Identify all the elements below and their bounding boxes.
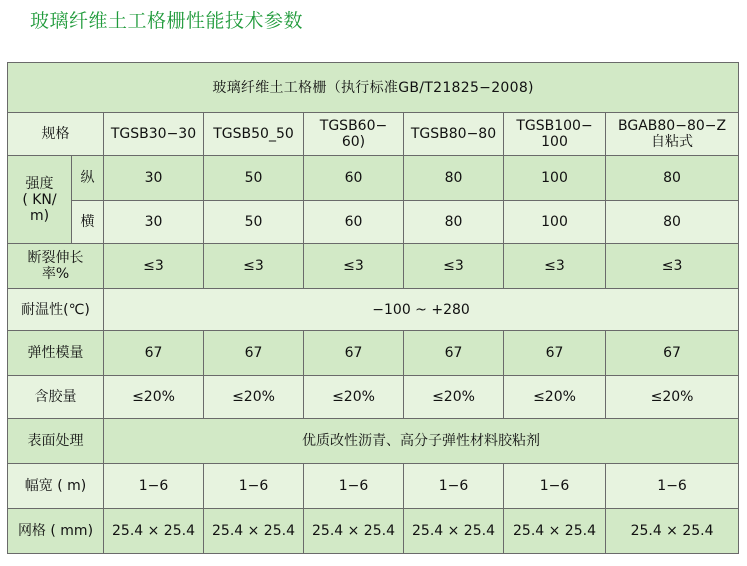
table-cell: 60 — [304, 156, 404, 201]
surface-value: 优质改性沥青、高分子弹性材料胶粘剂 — [104, 419, 739, 464]
table-cell: 25.4 × 25.4 — [606, 509, 739, 554]
temperature-row — [8, 289, 739, 331]
longitudinal-label: 纵 — [72, 156, 104, 201]
table-cell: ≤3 — [504, 244, 606, 289]
table-cell: 25.4 × 25.4 — [204, 509, 304, 554]
adhesive-label: 含胶量 — [8, 376, 104, 419]
table-cell: ≤20% — [404, 376, 504, 419]
surface-label: 表面处理 — [8, 419, 104, 464]
table-cell: 1−6 — [606, 464, 739, 509]
table-cell: 1−6 — [504, 464, 606, 509]
model-header: TGSB80−80 — [404, 113, 504, 156]
table-cell: 1−6 — [404, 464, 504, 509]
table-cell: ≤20% — [606, 376, 739, 419]
spec-table — [7, 62, 739, 554]
table-cell: ≤3 — [104, 244, 204, 289]
model-header: TGSB100− 100 — [504, 113, 606, 156]
mesh-label: 网格 ( mm) — [8, 509, 104, 554]
table-cell: 67 — [606, 331, 739, 376]
table-cell: 67 — [104, 331, 204, 376]
page-title: 玻璃纤维土工格栅性能技术参数 — [30, 10, 304, 32]
table-cell: 80 — [606, 156, 739, 201]
table-cell: ≤3 — [304, 244, 404, 289]
elongation-label: 断裂伸长 率% — [8, 244, 104, 289]
modulus-label: 弹性模量 — [8, 331, 104, 376]
table-cell: 100 — [504, 201, 606, 244]
table-cell: 1−6 — [104, 464, 204, 509]
table-cell: ≤20% — [104, 376, 204, 419]
model-header: TGSB60− 60) — [304, 113, 404, 156]
width-label: 幅宽 ( m) — [8, 464, 104, 509]
modulus-row — [8, 331, 739, 376]
table-cell: ≤3 — [204, 244, 304, 289]
table-cell: ≤20% — [204, 376, 304, 419]
table-cell: 100 — [504, 156, 606, 201]
strength-longitudinal-row — [8, 156, 739, 201]
table-cell: 25.4 × 25.4 — [104, 509, 204, 554]
spec-label: 规格 — [8, 113, 104, 156]
temperature-label: 耐温性(℃) — [8, 289, 104, 331]
surface-row — [8, 419, 739, 464]
strength-transverse-row — [8, 201, 739, 244]
table-cell: 50 — [204, 201, 304, 244]
mesh-row — [8, 509, 739, 554]
table-cell: 60 — [304, 201, 404, 244]
table-cell: 80 — [606, 201, 739, 244]
table-cell: 80 — [404, 156, 504, 201]
width-row — [8, 464, 739, 509]
table-cell: 30 — [104, 201, 204, 244]
table-cell: 25.4 × 25.4 — [404, 509, 504, 554]
table-cell: ≤3 — [404, 244, 504, 289]
table-cell: 67 — [304, 331, 404, 376]
model-header: BGAB80−80−Z 自粘式 — [606, 113, 739, 156]
table-cell: 67 — [404, 331, 504, 376]
table-cell: 1−6 — [204, 464, 304, 509]
table-cell: 25.4 × 25.4 — [504, 509, 606, 554]
table-cell: 50 — [204, 156, 304, 201]
model-header: TGSB50_50 — [204, 113, 304, 156]
title-row — [8, 63, 739, 113]
model-header: TGSB30−30 — [104, 113, 204, 156]
table-cell: 67 — [504, 331, 606, 376]
elongation-row — [8, 244, 739, 289]
table-cell: 30 — [104, 156, 204, 201]
table-cell: 80 — [404, 201, 504, 244]
table-cell: ≤20% — [504, 376, 606, 419]
table-cell: 25.4 × 25.4 — [304, 509, 404, 554]
table-cell: 67 — [204, 331, 304, 376]
header-row — [8, 113, 739, 156]
table-cell: ≤3 — [606, 244, 739, 289]
temperature-value: −100 ~ +280 — [104, 289, 739, 331]
table-cell: ≤20% — [304, 376, 404, 419]
adhesive-row — [8, 376, 739, 419]
table-cell: 1−6 — [304, 464, 404, 509]
table-title: 玻璃纤维土工格栅（执行标准GB/T21825−2008) — [8, 63, 739, 113]
strength-label: 强度 ( KN/ m) — [8, 156, 72, 244]
transverse-label: 横 — [72, 201, 104, 244]
